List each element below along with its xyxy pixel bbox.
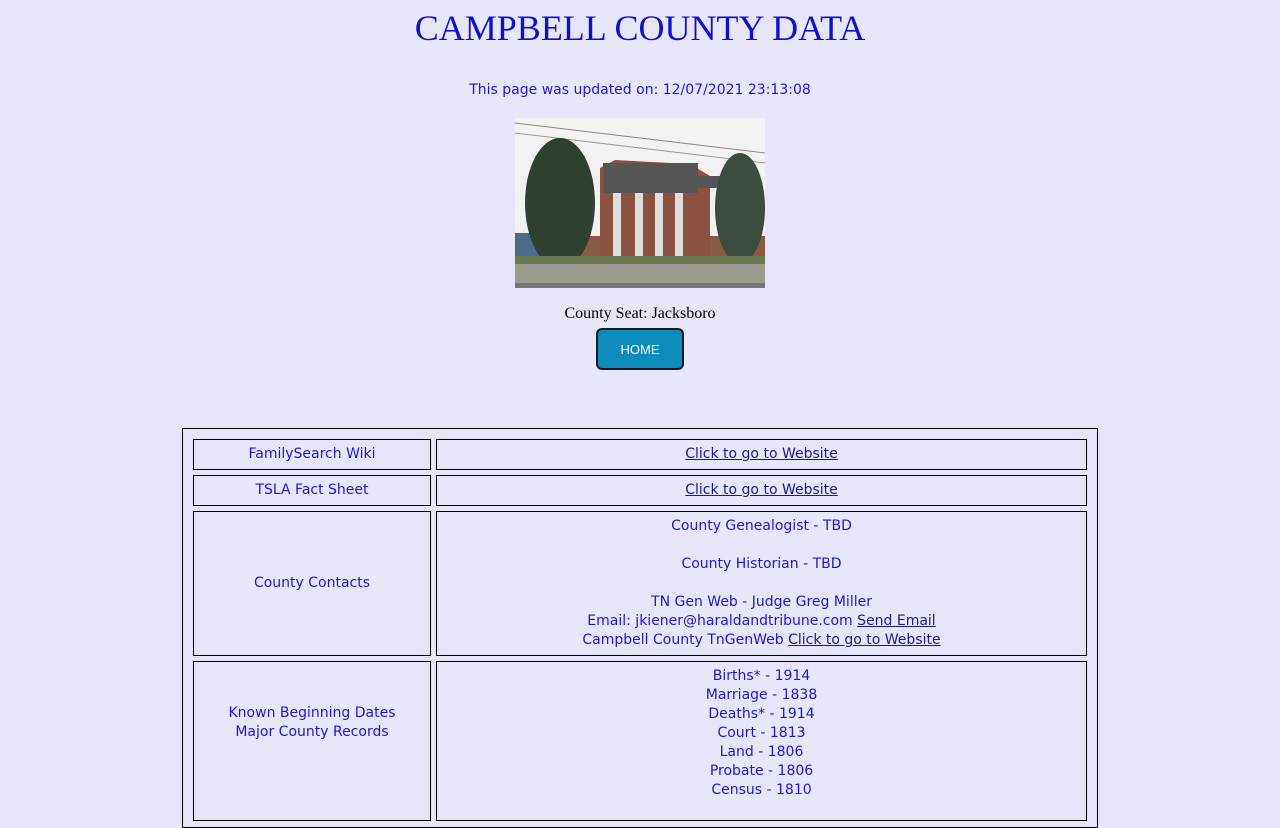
row-label-records [193, 661, 431, 821]
row-value-familysearch [436, 439, 1087, 470]
page-title: CAMPBELL COUNTY DATA [414, 8, 866, 48]
row-value-records [436, 661, 1087, 821]
row-value-contacts [436, 511, 1087, 656]
record-probate: Probate - 1806 [709, 763, 814, 779]
record-census: Census - 1810 [711, 782, 812, 798]
courthouse-image-icon [515, 118, 765, 288]
row-label-tsla: TSLA Fact Sheet [193, 475, 431, 506]
record-marriage: Marriage - 1838 [705, 687, 818, 703]
familysearch-website-link[interactable]: Click to go to Website [685, 446, 838, 462]
record-deaths: Deaths* - 1914 [708, 706, 815, 722]
tngenweb-site-line [582, 631, 940, 650]
tsla-website-link[interactable]: Click to go to Website [685, 482, 838, 498]
county-historian: County Historian - TBD [681, 556, 842, 572]
updated-timestamp: This page was updated on: 12/07/2021 23:13:08 [469, 82, 811, 98]
county-seat: County Seat: Jacksboro [564, 305, 716, 322]
email-address: Email: jkiener@haraldandtribune.com [587, 613, 853, 629]
email-line [587, 612, 935, 631]
record-births: Births* - 1914 [712, 668, 811, 684]
row-label-contacts: County Contacts [193, 511, 431, 656]
record-court: Court - 1813 [717, 725, 806, 741]
tngenweb-contact: TN Gen Web - Judge Greg Miller [651, 594, 872, 610]
send-email-link[interactable]: Send Email [857, 613, 936, 629]
tngenweb-website-link[interactable]: Click to go to Website [788, 632, 941, 648]
county-data-table [182, 428, 1098, 828]
row-label-familysearch: FamilySearch Wiki [193, 439, 431, 470]
courthouse-photo [515, 118, 765, 288]
record-land: Land - 1806 [719, 744, 804, 760]
home-button[interactable]: HOME [596, 328, 684, 370]
tngenweb-site-label: Campbell County TnGenWeb [582, 632, 784, 648]
records-label-line2: Major County Records [235, 724, 389, 740]
county-genealogist: County Genealogist - TBD [671, 518, 852, 534]
records-label-line1: Known Beginning Dates [228, 705, 396, 721]
row-value-tsla [436, 475, 1087, 506]
